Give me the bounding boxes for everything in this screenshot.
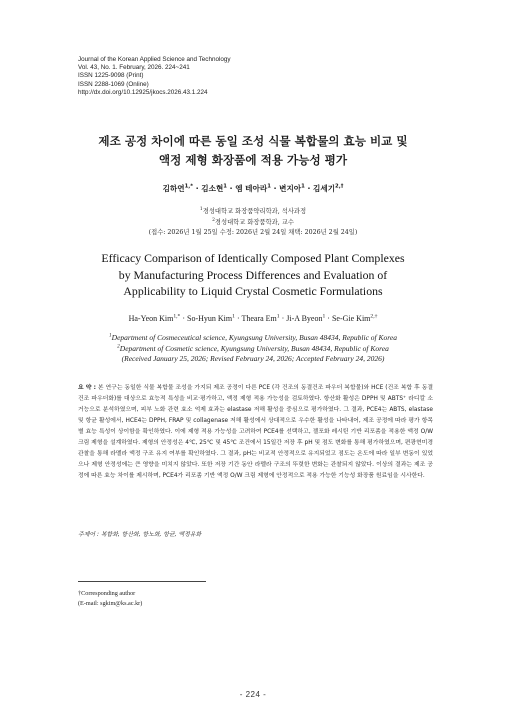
korean-affiliations [40, 207, 466, 239]
author-name: So-Hyun Kim [187, 314, 233, 323]
author-affiliation-mark: 1 [267, 183, 271, 190]
author-affiliation-mark: 1,* [173, 313, 181, 320]
english-title-line: Efficacy Comparison of Identically Composed Plant Complexes [101, 251, 405, 265]
journal-name: Journal of the Korean Applied Science and Technology [78, 56, 231, 63]
keywords-label: 주제어 : [78, 532, 99, 538]
corresponding-email: (E-mail: sgkim@ks.ac.kr) [78, 599, 143, 607]
author-name: Ji-A Byeon [286, 314, 323, 323]
affiliation-text: Department of Cosmeceutical science, Kyungsung University, Busan 48434, Republic of Korea [111, 333, 397, 342]
affiliation-mark: 1 [109, 332, 112, 339]
korean-title-line: 액정 제형 화장품에 적용 가능성 평가 [158, 153, 348, 167]
journal-header [78, 56, 438, 97]
author-separator: · [281, 314, 285, 323]
author-separator: · [236, 314, 240, 323]
author-affiliation-mark: 1 [276, 313, 280, 320]
korean-affiliation-2 [40, 218, 466, 229]
keywords [78, 529, 433, 538]
author-affiliation-mark: 1 [223, 183, 227, 190]
author-name: Theara Em [241, 314, 277, 323]
footnote-divider [78, 581, 206, 582]
english-title-line: Applicability to Liquid Crystal Cosmetic Formulations [123, 284, 383, 298]
english-title [40, 250, 466, 300]
abstract-text: 본 연구는 동일한 식물 복합물 조성을 가지되 제조 공정이 다른 PCE (각 건조의 동결건조 파우더 복합물)와 HCE (건조 복합 후 동결건조 파우더화)를 대상으로 효능적 특성을 비교·평가하고, 액정 제형 적용 가능성을 검토하였다. 항산화 활성은 DPPH 및 ABTS⁺ 라디칼 소거능으로 분석하였으며, 피부 노화 관련 효소 억제 효과는 elastase 저해 활성을 중심으로 평가하였다. 그 결과, PCE4는 ABTS, elastase 및 항균 활성에서, HCE4는 DPPH, FRAP 및 collagenase 저해 활성에서 상대적으로 우수한 활성을 나타내어, 제조 공정에 따라 평가 항목별 효능 특성이 상이함을 확인하였다. 이에 제형 적용 가능성을 고려하여 PCE4를 선택하고, 젤포화 레시틴 기반 리포좀을 적용한 액정 O/W 크림 제형을 설계하였다. 제형의 안정성은 4℃, 25℃ 및 45℃ 조건에서 15일간 저장 후 pH 및 점도 변화를 통해 평가하였으며, 편광현미경 관찰을 통해 라멜라 액정 구조 유지 여부를 확인하였다. 그 결과, pH는 비교적 안정적으로 유지되었고 점도는 온도에 따라 일부 변동이 있었으나 제형 안정성에는 큰 영향을 미치지 않았다. 또한 저장 기간 동안 라멜라 구조의 뚜렷한 변화는 관찰되지 않았다. 이상의 결과는 제조 공정에 따른 효능 차이를 제시하며, PCE4가 리포좀 기반 액정 O/W 크림 제형에 안정적으로 적용 가능한 기능성 화장품 원료임을 시사한다. [78, 385, 433, 480]
author-separator: · [182, 314, 186, 323]
footnote [78, 589, 278, 608]
abstract-label: 요 약 : [78, 385, 96, 391]
author-affiliation-mark: 1 [322, 313, 326, 320]
author-affiliation-mark: 1 [232, 313, 235, 320]
korean-title-line: 제조 공정 차이에 따른 동일 조성 식물 복합물의 효능 비교 및 [98, 134, 408, 148]
english-author-list [40, 314, 466, 323]
journal-doi-link[interactable]: http://dx.doi.org/10.12925/jkocs.2026.43.1.224 [78, 88, 208, 96]
english-title-line: by Manufacturing Process Differences and Evaluation of [118, 267, 388, 282]
affiliation-mark: 1 [199, 206, 203, 212]
author-separator: · [273, 184, 277, 193]
english-affiliation-2 [40, 344, 466, 355]
author-separator: · [307, 184, 311, 193]
author-affiliation-mark: 2,† [335, 183, 344, 190]
english-dates: (Received January 25, 2026; Revised February 24, 2026; Accepted February 24, 2026) [121, 354, 385, 364]
author-name: Se-Gie Kim [331, 314, 371, 323]
affiliation-mark: 2 [117, 343, 120, 350]
page-number: - 224 - [239, 690, 267, 699]
author-separator: · [327, 314, 330, 323]
korean-title [40, 132, 466, 170]
author-separator: · [195, 184, 199, 193]
abstract [78, 383, 433, 482]
keywords-text: 복합화, 항산화, 항노화, 항균, 액정유화 [100, 532, 202, 538]
korean-affiliation-1 [40, 207, 466, 218]
affiliation-mark: 2 [212, 217, 215, 223]
korean-author-list [40, 183, 466, 194]
journal-issn-online: ISSN 2288-1069 (Online) [78, 80, 149, 88]
author-affiliation-mark: 1 [301, 183, 305, 190]
author-name: 엠 테아라 [235, 184, 268, 193]
journal-volume: Vol. 43, No. 1. February, 2026. 224~241 [78, 64, 190, 72]
author-name: 변지아 [279, 184, 302, 193]
journal-issn-print: ISSN 1225-9098 (Print) [78, 72, 144, 80]
author-name: 김소현 [201, 184, 224, 193]
author-separator: · [229, 184, 233, 193]
author-name: 김하연 [162, 184, 185, 193]
corresponding-author-note: †Corresponding author [78, 590, 136, 597]
author-affiliation-mark: 1,* [184, 183, 194, 190]
affiliation-text: Department of Cosmetic science, Kyungsung University, Busan 48434, Republic of Korea [119, 343, 389, 353]
english-affiliations [40, 333, 466, 365]
author-name: Ha-Yeon Kim [128, 314, 174, 323]
affiliation-text: 경성대학교 화장품학과, 교수 [214, 218, 294, 226]
author-name: 김세기 [313, 184, 336, 193]
english-affiliation-1 [40, 333, 466, 344]
author-affiliation-mark: 2,† [370, 313, 378, 320]
korean-dates: (접수: 2026년 1월 25일 수정: 2026년 2월 24일 채택: 2026년 2월 24일) [148, 229, 358, 236]
affiliation-text: 경성대학교 화장품약리학과, 석사과정 [202, 208, 307, 215]
